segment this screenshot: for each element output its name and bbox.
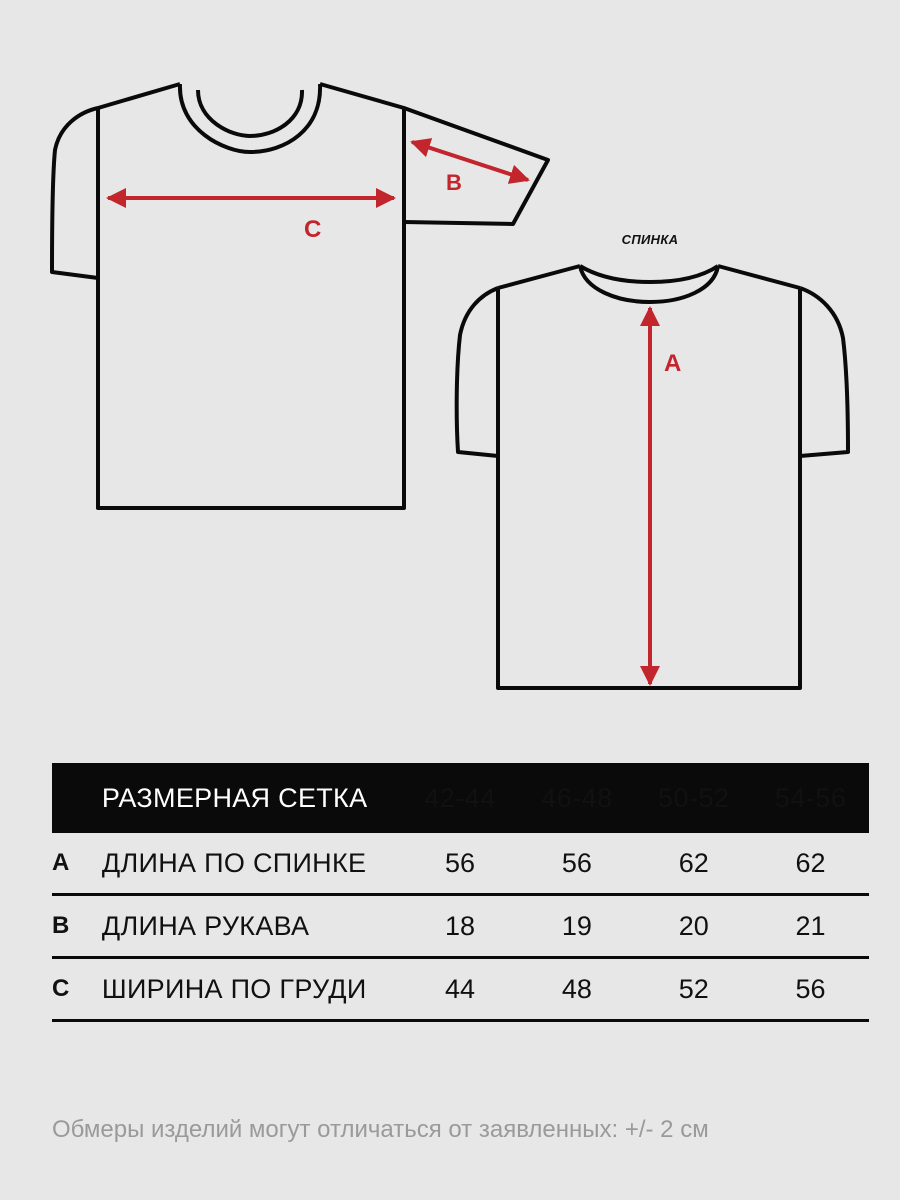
table-row — [52, 958, 869, 1021]
row-value: 62 — [795, 847, 826, 878]
header-title: РАЗМЕРНАЯ СЕТКА — [101, 782, 368, 813]
row-value: 56 — [445, 847, 476, 878]
row-name: ДЛИНА РУКАВА — [101, 910, 310, 941]
row-value: 48 — [561, 973, 592, 1004]
row-value: 21 — [795, 910, 826, 941]
size-header: 50-52 — [657, 782, 730, 813]
measurement-note: Обмеры изделий могут отличаться от заявленных: +/- 2 см — [52, 1116, 709, 1143]
row-name: ШИРИНА ПО ГРУДИ — [101, 973, 367, 1004]
row-code: C — [52, 975, 70, 1002]
table-row — [52, 895, 869, 958]
row-value: 18 — [445, 910, 476, 941]
row-value: 52 — [678, 973, 709, 1004]
row-value: 62 — [678, 847, 709, 878]
size-header: 46-48 — [541, 782, 613, 813]
size-header: 54-56 — [774, 782, 847, 813]
row-value: 20 — [678, 910, 709, 941]
table-row — [52, 833, 869, 895]
row-name: ДЛИНА ПО СПИНКЕ — [101, 847, 367, 878]
label-b: B — [446, 170, 462, 195]
label-a: A — [664, 350, 682, 377]
row-code: B — [52, 912, 70, 939]
size-header: 42-44 — [424, 782, 496, 813]
size-table-header — [52, 763, 869, 833]
row-value: 44 — [445, 973, 476, 1004]
label-c: C — [304, 216, 322, 243]
front-shirt-outline — [52, 84, 548, 508]
back-view-title: СПИНКА — [621, 232, 679, 247]
size-table — [52, 763, 869, 1022]
back-shirt-outline — [457, 266, 848, 688]
header-code-cell — [52, 763, 102, 833]
row-value: 19 — [561, 910, 592, 941]
row-value: 56 — [795, 973, 826, 1004]
row-code: A — [52, 849, 70, 876]
row-value: 56 — [561, 847, 592, 878]
